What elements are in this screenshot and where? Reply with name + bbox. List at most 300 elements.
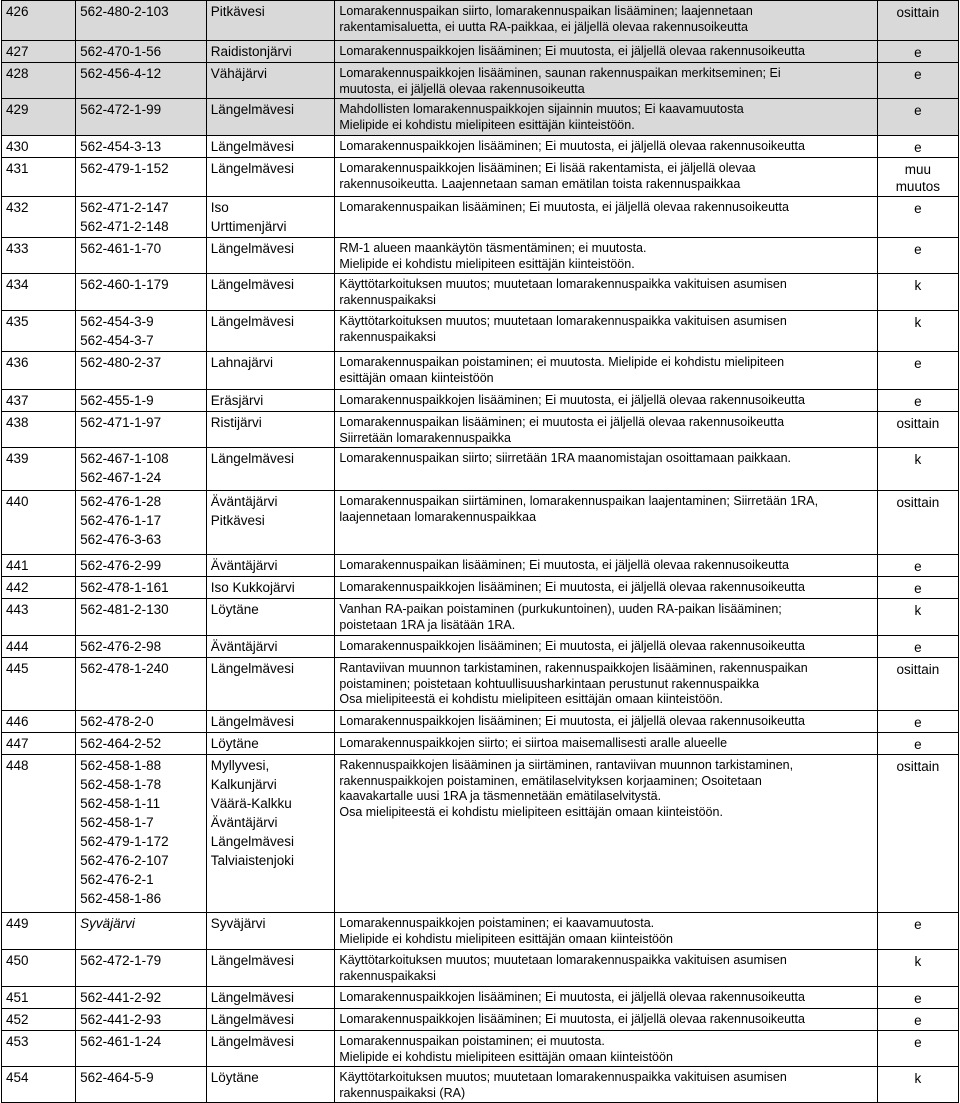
property-ids: 562-476-2-98: [80, 639, 162, 654]
result-code-cell: [877, 1009, 958, 1031]
row-number: 427: [6, 44, 29, 59]
table-row: [2, 352, 959, 390]
result-code: k: [914, 278, 922, 293]
lake-name-cell: [206, 658, 335, 711]
property-ids: 562-470-1-56: [80, 44, 162, 59]
description-cell: [335, 755, 877, 913]
table-row: [2, 1067, 959, 1103]
description: Lomarakennuspaikan poistaminen; ei muutosta. Mielipide ei kohdistu mielipiteen esittäjän omaan kiinteistöön: [339, 1034, 673, 1064]
property-ids: 562-467-1-108 562-467-1-24: [80, 451, 169, 485]
table-row: [2, 987, 959, 1009]
description-cell: [335, 636, 877, 658]
table-row: [2, 390, 959, 412]
row-number: 442: [6, 580, 29, 595]
lake-name: Längelmävesi: [210, 314, 295, 329]
row-number: 430: [6, 139, 29, 154]
description-cell: [335, 1031, 877, 1067]
row-number: 432: [6, 200, 29, 215]
result-code: osittain: [896, 416, 940, 431]
table-row: [2, 274, 959, 311]
description: Lomarakennuspaikkojen lisääminen; Ei muutosta, ei jäljellä olevaa rakennusoikeutta: [339, 639, 805, 653]
lake-name-cell: [206, 197, 335, 238]
lake-name-cell: [206, 1031, 335, 1067]
row-number-cell: [2, 1067, 76, 1103]
row-number-cell: [2, 577, 76, 599]
description: Käyttötarkoituksen muutos; muutetaan lomarakennuspaikka vakituisen asumisen rakennuspaikaksi: [339, 277, 787, 307]
result-code-cell: [877, 658, 958, 711]
property-ids-cell: [76, 63, 207, 99]
result-code-cell: [877, 158, 958, 197]
description-cell: [335, 658, 877, 711]
property-ids-cell: [76, 1067, 207, 1103]
property-ids-cell: [76, 577, 207, 599]
property-ids: 562-478-1-161: [80, 580, 169, 595]
result-code-cell: [877, 599, 958, 636]
property-ids: 562-471-1-97: [80, 415, 162, 430]
lake-name-cell: [206, 136, 335, 158]
table-row: [2, 1009, 959, 1031]
table-row: [2, 1, 959, 41]
property-ids-cell: [76, 658, 207, 711]
lake-name-cell: [206, 274, 335, 311]
lake-name-cell: [206, 1067, 335, 1103]
row-number-cell: [2, 136, 76, 158]
result-code: k: [914, 954, 922, 969]
row-number: 429: [6, 102, 29, 117]
description-cell: [335, 274, 877, 311]
result-code: e: [914, 991, 922, 1006]
result-code-cell: [877, 577, 958, 599]
table-row: [2, 41, 959, 63]
description-cell: [335, 1, 877, 41]
property-ids-cell: [76, 913, 207, 950]
property-ids: 562-472-1-79: [80, 953, 162, 968]
description: Käyttötarkoituksen muutos; muutetaan lomarakennuspaikka vakituisen asumisen rakennuspaikaksi: [339, 953, 787, 983]
result-code: e: [914, 917, 922, 932]
table-row: [2, 99, 959, 136]
result-code-cell: [877, 987, 958, 1009]
property-ids-cell: [76, 311, 207, 352]
lake-name: Äväntäjärvi Pitkävesi: [210, 494, 278, 528]
row-number: 433: [6, 241, 29, 256]
property-ids-cell: [76, 987, 207, 1009]
result-code: e: [914, 1035, 922, 1050]
result-code-cell: [877, 238, 958, 274]
row-number: 453: [6, 1034, 29, 1049]
lake-name-cell: [206, 913, 335, 950]
result-code-cell: [877, 41, 958, 63]
property-ids: 562-461-1-70: [80, 241, 162, 256]
result-code-cell: [877, 1067, 958, 1103]
lake-name: Myllyvesi, Kalkunjärvi Väärä-Kalkku Äväntäjärvi Längelmävesi Talviaistenjoki: [210, 758, 295, 868]
description: Lomarakennuspaikkojen lisääminen; Ei muutosta, ei jäljellä olevaa rakennusoikeutta: [339, 1012, 805, 1026]
description: Lomarakennuspaikan lisääminen; Ei muutosta, ei jäljellä olevaa rakennusoikeutta: [339, 200, 789, 214]
description-cell: [335, 913, 877, 950]
property-ids-cell: [76, 1031, 207, 1067]
row-number: 446: [6, 714, 29, 729]
lake-name: Löytäne: [210, 736, 259, 751]
result-code: osittain: [896, 759, 940, 774]
row-number-cell: [2, 1031, 76, 1067]
row-number-cell: [2, 274, 76, 311]
row-number-cell: [2, 448, 76, 491]
table-row: [2, 658, 959, 711]
row-number: 437: [6, 393, 29, 408]
result-code-cell: [877, 352, 958, 390]
property-ids-cell: [76, 636, 207, 658]
property-ids-cell: [76, 491, 207, 555]
row-number: 450: [6, 953, 29, 968]
lake-name: Längelmävesi: [210, 451, 295, 466]
table-row: [2, 711, 959, 733]
row-number: 441: [6, 558, 29, 573]
row-number-cell: [2, 238, 76, 274]
property-ids: 562-454-3-9 562-454-3-7: [80, 314, 154, 348]
result-code-cell: [877, 913, 958, 950]
result-code: osittain: [896, 495, 940, 510]
table-row: [2, 63, 959, 99]
row-number-cell: [2, 733, 76, 755]
property-ids: 562-455-1-9: [80, 393, 154, 408]
result-code-cell: [877, 755, 958, 913]
result-code-cell: [877, 136, 958, 158]
description-cell: [335, 1009, 877, 1031]
result-code-cell: [877, 311, 958, 352]
row-number-cell: [2, 658, 76, 711]
result-code: k: [914, 1071, 922, 1086]
description-cell: [335, 238, 877, 274]
table-row: [2, 755, 959, 913]
description-cell: [335, 599, 877, 636]
result-code-cell: [877, 274, 958, 311]
result-code: e: [914, 737, 922, 752]
lake-name: Längelmävesi: [210, 714, 295, 729]
description: Lomarakennuspaikkojen lisääminen; Ei lisää rakentamista, ei jäljellä olevaa rakennusoikeutta. Laajennetaan saman emätilan toista rakennuspaikkaa: [339, 161, 756, 191]
property-ids-cell: [76, 41, 207, 63]
row-number-cell: [2, 390, 76, 412]
result-code-cell: [877, 99, 958, 136]
property-ids: 562-461-1-24: [80, 1034, 162, 1049]
table-row: [2, 599, 959, 636]
row-number: 428: [6, 66, 29, 81]
lake-name: Eräsjärvi: [210, 393, 264, 408]
lake-name-cell: [206, 555, 335, 577]
table-row: [2, 636, 959, 658]
description: Lomarakennuspaikan siirto, lomarakennuspaikan lisääminen; laajennetaan rakentamisaluetta, ei uutta RA-paikkaa, ei jäljellä olevaa rakennusoikeutta: [339, 4, 753, 34]
lake-name: Längelmävesi: [210, 139, 295, 154]
description-cell: [335, 197, 877, 238]
table-row: [2, 913, 959, 950]
result-code: k: [914, 452, 922, 467]
lake-name: Iso Urttimenjärvi: [210, 200, 287, 234]
property-ids: 562-478-2-0: [80, 714, 154, 729]
lake-name-cell: [206, 636, 335, 658]
result-code: e: [914, 356, 922, 371]
result-code-cell: [877, 711, 958, 733]
row-number-cell: [2, 913, 76, 950]
property-ids-cell: [76, 274, 207, 311]
row-number: 426: [6, 4, 29, 19]
property-ids-cell: [76, 733, 207, 755]
result-code-cell: [877, 636, 958, 658]
lake-name: Längelmävesi: [210, 277, 295, 292]
description-cell: [335, 711, 877, 733]
lake-name-cell: [206, 987, 335, 1009]
description-cell: [335, 136, 877, 158]
property-ids: 562-464-2-52: [80, 736, 162, 751]
result-code-cell: [877, 63, 958, 99]
result-code-cell: [877, 555, 958, 577]
description-cell: [335, 448, 877, 491]
row-number: 434: [6, 277, 29, 292]
result-code: e: [914, 103, 922, 118]
row-number: 439: [6, 451, 29, 466]
lake-name: Längelmävesi: [210, 161, 295, 176]
lake-name: Längelmävesi: [210, 1012, 295, 1027]
property-ids-cell: [76, 238, 207, 274]
property-ids-cell: [76, 412, 207, 448]
lake-name-cell: [206, 711, 335, 733]
result-code: e: [914, 581, 922, 596]
row-number: 435: [6, 314, 29, 329]
description: Lomarakennuspaikan lisääminen; ei muutosta ei jäljellä olevaa rakennusoikeutta Siirretään lomarakennuspaikka: [339, 415, 785, 445]
result-code: e: [914, 67, 922, 82]
property-ids-cell: [76, 158, 207, 197]
description: Rakennuspaikkojen lisääminen ja siirtäminen, rantaviivan muunnon tarkistaminen, rakennuspaikkojen poistaminen, emätilaselvityksen korjaaminen; Osoitetaan kaavakartalle uusi 1RA ja täsmennetään emätilaselvitystä. Osa mielipiteestä ei kohdistu mielipiteen esittäjän omaan kiinteistöön.: [339, 758, 794, 819]
description: Lomarakennuspaikan siirtäminen, lomarakennuspaikan laajentaminen; Siirretään 1RA, laajennetaan lomarakennuspaikkaa: [339, 494, 819, 524]
table-row: [2, 448, 959, 491]
property-ids: 562-454-3-13: [80, 139, 162, 154]
property-ids-cell: [76, 136, 207, 158]
property-ids: 562-480-2-37: [80, 355, 162, 370]
row-number-cell: [2, 311, 76, 352]
result-code: muu muutos: [895, 162, 940, 194]
table-row: [2, 1031, 959, 1067]
property-ids: 562-476-1-28 562-476-1-17 562-476-3-63: [80, 494, 162, 547]
table-row: [2, 577, 959, 599]
lake-name: Syväjärvi: [210, 916, 266, 931]
property-ids: 562-471-2-147 562-471-2-148: [80, 200, 169, 234]
description: Lomarakennuspaikkojen siirto; ei siirtoa maisemallisesti aralle alueelle: [339, 736, 728, 750]
result-code: e: [914, 559, 922, 574]
lake-name-cell: [206, 412, 335, 448]
result-code-cell: [877, 412, 958, 448]
row-number: 438: [6, 415, 29, 430]
result-code-cell: [877, 448, 958, 491]
property-ids-cell: [76, 1, 207, 41]
property-ids: 562-479-1-152: [80, 161, 169, 176]
lake-name-cell: [206, 311, 335, 352]
lake-name: Längelmävesi: [210, 1034, 295, 1049]
property-ids-cell: [76, 755, 207, 913]
lake-name-cell: [206, 755, 335, 913]
description: Mahdollisten lomarakennuspaikkojen sijainnin muutos; Ei kaavamuutosta Mielipide ei kohdistu mielipiteen esittäjän kiinteistöön.: [339, 102, 744, 132]
lake-name: Ristijärvi: [210, 415, 262, 430]
lake-name: Lahnajärvi: [210, 355, 274, 370]
description: Lomarakennuspaikkojen lisääminen; Ei muutosta, ei jäljellä olevaa rakennusoikeutta: [339, 44, 805, 58]
row-number: 454: [6, 1070, 29, 1085]
result-code-cell: [877, 491, 958, 555]
lake-name-cell: [206, 158, 335, 197]
description-cell: [335, 352, 877, 390]
property-ids: 562-441-2-92: [80, 990, 162, 1005]
lake-name-cell: [206, 1009, 335, 1031]
row-number: 452: [6, 1012, 29, 1027]
table-row: [2, 733, 959, 755]
result-code-cell: [877, 733, 958, 755]
lake-name-cell: [206, 448, 335, 491]
description: Lomarakennuspaikan lisääminen; Ei muutosta, ei jäljellä olevaa rakennusoikeutta: [339, 558, 789, 572]
lake-name: Längelmävesi: [210, 241, 295, 256]
lake-name: Vähäjärvi: [210, 66, 268, 81]
lake-name-cell: [206, 238, 335, 274]
lake-name-cell: [206, 99, 335, 136]
table-row: [2, 412, 959, 448]
description-cell: [335, 491, 877, 555]
description: Käyttötarkoituksen muutos; muutetaan lomarakennuspaikka vakituisen asumisen rakennuspaikaksi: [339, 314, 787, 344]
result-code-cell: [877, 197, 958, 238]
property-ids: 562-441-2-93: [80, 1012, 162, 1027]
row-number-cell: [2, 755, 76, 913]
table-row: [2, 158, 959, 197]
description-cell: [335, 555, 877, 577]
lake-name-cell: [206, 390, 335, 412]
row-number: 431: [6, 161, 29, 176]
description: Vanhan RA-paikan poistaminen (purkukuntoinen), uuden RA-paikan lisääminen; poistetaan 1RA ja lisätään 1RA.: [339, 602, 782, 632]
result-code: e: [914, 45, 922, 60]
lake-name-cell: [206, 733, 335, 755]
row-number: 451: [6, 990, 29, 1005]
description-cell: [335, 158, 877, 197]
row-number: 440: [6, 494, 29, 509]
lake-name-cell: [206, 599, 335, 636]
lake-name-cell: [206, 1, 335, 41]
property-ids: 562-481-2-130: [80, 602, 169, 617]
row-number-cell: [2, 99, 76, 136]
property-ids-cell: [76, 197, 207, 238]
property-ids-cell: [76, 352, 207, 390]
row-number-cell: [2, 41, 76, 63]
row-number: 447: [6, 736, 29, 751]
lake-name-cell: [206, 352, 335, 390]
feedback-table: [1, 0, 959, 1103]
row-number-cell: [2, 158, 76, 197]
description: Lomarakennuspaikkojen lisääminen; Ei muutosta, ei jäljellä olevaa rakennusoikeutta: [339, 393, 805, 407]
lake-name: Längelmävesi: [210, 102, 295, 117]
lake-name: Längelmävesi: [210, 990, 295, 1005]
result-code-cell: [877, 950, 958, 987]
row-number-cell: [2, 63, 76, 99]
table-row: [2, 311, 959, 352]
property-ids: 562-460-1-179: [80, 277, 169, 292]
lake-name: Iso Kukkojärvi: [210, 580, 295, 595]
property-ids-cell: [76, 99, 207, 136]
description-cell: [335, 577, 877, 599]
property-ids-cell: [76, 1009, 207, 1031]
row-number-cell: [2, 987, 76, 1009]
result-code: e: [914, 201, 922, 216]
property-ids-cell: [76, 599, 207, 636]
description-cell: [335, 733, 877, 755]
property-ids-cell: [76, 711, 207, 733]
row-number: 444: [6, 639, 29, 654]
row-number-cell: [2, 636, 76, 658]
lake-name: Längelmävesi: [210, 953, 295, 968]
result-code-cell: [877, 390, 958, 412]
table-row: [2, 238, 959, 274]
row-number-cell: [2, 1009, 76, 1031]
property-ids: 562-456-4-12: [80, 66, 162, 81]
property-ids: 562-478-1-240: [80, 661, 169, 676]
lake-name: Pitkävesi: [210, 4, 265, 19]
description-cell: [335, 99, 877, 136]
result-code: e: [914, 394, 922, 409]
description-cell: [335, 41, 877, 63]
row-number: 449: [6, 916, 29, 931]
description-cell: [335, 987, 877, 1009]
property-ids-cell: [76, 555, 207, 577]
description-cell: [335, 311, 877, 352]
table-row: [2, 136, 959, 158]
description: Lomarakennuspaikkojen lisääminen; Ei muutosta, ei jäljellä olevaa rakennusoikeutta: [339, 580, 805, 594]
row-number: 443: [6, 602, 29, 617]
description: Lomarakennuspaikkojen lisääminen, saunan rakennuspaikan merkitseminen; Ei muutosta, ei jäljellä olevaa rakennusoikeutta: [339, 66, 781, 96]
lake-name-cell: [206, 41, 335, 63]
result-code: k: [914, 603, 922, 618]
property-ids-cell: [76, 448, 207, 491]
lake-name: Längelmävesi: [210, 661, 295, 676]
description: Lomarakennuspaikan poistaminen; ei muutosta. Mielipide ei kohdistu mielipiteen esittäjän omaan kiinteistöön: [339, 355, 785, 385]
description-cell: [335, 63, 877, 99]
row-number: 448: [6, 758, 29, 773]
result-code: osittain: [896, 5, 940, 20]
property-ids: 562-480-2-103: [80, 4, 169, 19]
property-ids: 562-458-1-88 562-458-1-78 562-458-1-11 562-458-1-7 562-479-1-172 562-476-2-107 562-476-2-1 562-458-1-86: [80, 758, 169, 906]
description: Rantaviivan muunnon tarkistaminen, rakennuspaikkojen lisääminen, rakennuspaikan poistaminen; poistetaan kohtuullisuusharkintaan perustunut rakennuspaikka Osa mielipiteestä ei kohdistu mielipiteen esittäjän omaan kiinteistöön.: [339, 661, 808, 706]
result-code: osittain: [896, 662, 940, 677]
description-cell: [335, 1067, 877, 1103]
lake-name-cell: [206, 491, 335, 555]
row-number-cell: [2, 197, 76, 238]
description: Käyttötarkoituksen muutos; muutetaan lomarakennuspaikka vakituisen asumisen rakennuspaikaksi (RA): [339, 1070, 787, 1100]
row-number: 445: [6, 661, 29, 676]
lake-name: Äväntäjärvi: [210, 558, 278, 573]
property-ids: Syväjärvi: [80, 916, 135, 931]
property-ids: 562-472-1-99: [80, 102, 162, 117]
result-code: k: [914, 315, 922, 330]
row-number-cell: [2, 555, 76, 577]
lake-name: Löytäne: [210, 602, 259, 617]
result-code: e: [914, 242, 922, 257]
row-number-cell: [2, 412, 76, 448]
table-row: [2, 950, 959, 987]
table-row: [2, 197, 959, 238]
row-number: 436: [6, 355, 29, 370]
table-row: [2, 491, 959, 555]
description-cell: [335, 950, 877, 987]
description: Lomarakennuspaikkojen poistaminen; ei kaavamuutosta. Mielipide ei kohdistu mielipiteen esittäjän omaan kiinteistöön: [339, 916, 673, 946]
description: Lomarakennuspaikkojen lisääminen; Ei muutosta, ei jäljellä olevaa rakennusoikeutta: [339, 139, 805, 153]
description: Lomarakennuspaikkojen lisääminen; Ei muutosta, ei jäljellä olevaa rakennusoikeutta: [339, 990, 805, 1004]
result-code: e: [914, 640, 922, 655]
description: Lomarakennuspaikan siirto; siirretään 1RA maanomistajan osoittamaan paikkaan.: [339, 451, 792, 465]
result-code: e: [914, 715, 922, 730]
row-number-cell: [2, 491, 76, 555]
description: Lomarakennuspaikkojen lisääminen; Ei muutosta, ei jäljellä olevaa rakennusoikeutta: [339, 714, 805, 728]
result-code-cell: [877, 1031, 958, 1067]
property-ids: 562-476-2-99: [80, 558, 162, 573]
row-number-cell: [2, 950, 76, 987]
